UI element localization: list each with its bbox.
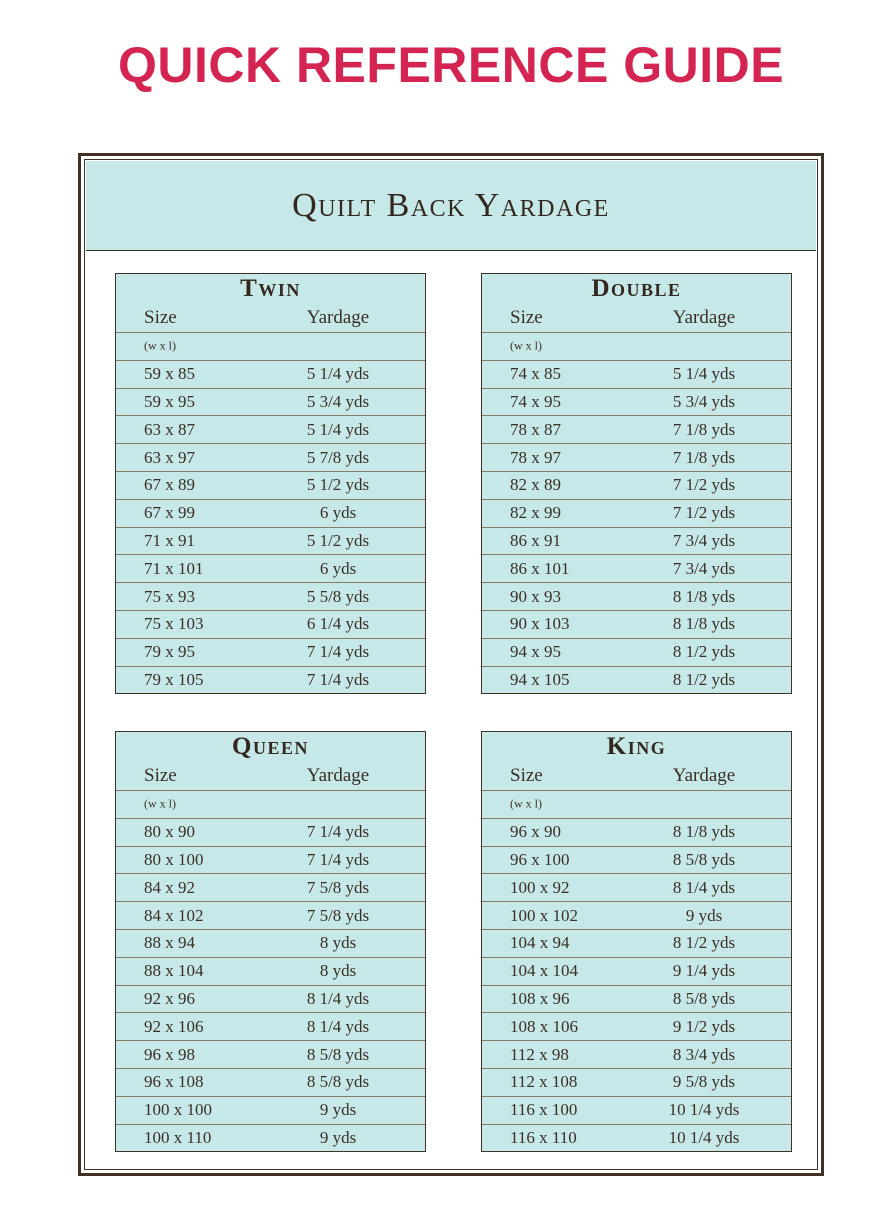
table-row xyxy=(116,957,425,985)
table-row xyxy=(482,957,791,985)
yardage-cell: 8 1/8 yds xyxy=(672,614,736,634)
size-cell: 90 x 103 xyxy=(510,614,570,634)
yardage-cell: 6 yds xyxy=(319,503,357,523)
table-row xyxy=(482,985,791,1013)
size-cell: 63 x 87 xyxy=(144,419,195,439)
size-cell: 78 x 97 xyxy=(510,447,561,467)
table-row xyxy=(116,901,425,929)
table-row xyxy=(116,471,425,499)
yardage-cell: 10 1/4 yds xyxy=(668,1100,740,1120)
size-cell: 100 x 92 xyxy=(510,877,570,897)
yardage-cell: 9 5/8 yds xyxy=(672,1072,736,1092)
table-row xyxy=(482,471,791,499)
table-row xyxy=(116,985,425,1013)
size-cell: 100 x 100 xyxy=(144,1100,212,1120)
table-header-row xyxy=(482,761,791,790)
table-row xyxy=(482,666,791,694)
yardage-cell: 8 1/2 yds xyxy=(672,642,736,662)
yardage-cell: 6 1/4 yds xyxy=(306,614,370,634)
yardage-cell: 7 1/4 yds xyxy=(306,642,370,662)
size-cell: 94 x 105 xyxy=(510,669,570,689)
king-table-title: King xyxy=(606,733,667,760)
size-cell: 75 x 93 xyxy=(144,586,195,606)
table-header-row xyxy=(482,303,791,332)
size-cell: 67 x 89 xyxy=(144,475,195,495)
size-cell: 84 x 102 xyxy=(144,905,204,925)
table-row xyxy=(116,818,425,846)
yardage-cell: 7 3/4 yds xyxy=(672,530,736,550)
yardage-cell: 7 1/4 yds xyxy=(306,822,370,842)
yardage-cell: 9 yds xyxy=(685,905,723,925)
units-row xyxy=(482,332,791,360)
yardage-column-header: Yardage xyxy=(672,764,736,786)
units-note: (w x l) xyxy=(510,338,542,353)
yardage-cell: 8 1/4 yds xyxy=(672,877,736,897)
table-row xyxy=(116,415,425,443)
yardage-cell: 8 5/8 yds xyxy=(672,988,736,1008)
yardage-cell: 5 7/8 yds xyxy=(306,447,370,467)
table-row xyxy=(116,388,425,416)
table-row xyxy=(116,360,425,388)
table-row xyxy=(482,1012,791,1040)
table-row xyxy=(116,929,425,957)
size-cell: 108 x 96 xyxy=(510,988,570,1008)
size-cell: 104 x 94 xyxy=(510,933,570,953)
table-row xyxy=(482,499,791,527)
size-cell: 82 x 89 xyxy=(510,475,561,495)
yardage-cell: 5 1/2 yds xyxy=(306,530,370,550)
size-cell: 94 x 95 xyxy=(510,642,561,662)
twin-table-title: Twin xyxy=(240,275,301,302)
units-note: (w x l) xyxy=(144,338,176,353)
size-cell: 112 x 98 xyxy=(510,1044,569,1064)
size-cell: 96 x 90 xyxy=(510,822,561,842)
size-column-header: Size xyxy=(510,764,543,786)
size-cell: 86 x 91 xyxy=(510,530,561,550)
size-cell: 63 x 97 xyxy=(144,447,195,467)
yardage-cell: 8 5/8 yds xyxy=(306,1044,370,1064)
yardage-cell: 7 3/4 yds xyxy=(672,558,736,578)
yardage-cell: 10 1/4 yds xyxy=(668,1127,740,1147)
size-cell: 88 x 104 xyxy=(144,961,204,981)
yardage-cell: 8 1/2 yds xyxy=(672,933,736,953)
yardage-cell: 7 5/8 yds xyxy=(306,905,370,925)
size-cell: 71 x 91 xyxy=(144,530,195,550)
size-cell: 88 x 94 xyxy=(144,933,195,953)
yardage-cell: 5 1/2 yds xyxy=(306,475,370,495)
table-row xyxy=(482,1096,791,1124)
yardage-cell: 7 1/2 yds xyxy=(672,503,736,523)
twin-table xyxy=(115,273,426,694)
yardage-cell: 6 yds xyxy=(319,558,357,578)
yardage-cell: 5 1/4 yds xyxy=(306,419,370,439)
size-cell: 71 x 101 xyxy=(144,558,204,578)
size-cell: 75 x 103 xyxy=(144,614,204,634)
size-cell: 100 x 102 xyxy=(510,905,578,925)
yardage-cell: 8 5/8 yds xyxy=(306,1072,370,1092)
yardage-cell: 8 3/4 yds xyxy=(672,1044,736,1064)
table-row xyxy=(116,554,425,582)
size-cell: 67 x 99 xyxy=(144,503,195,523)
units-row xyxy=(116,790,425,818)
queen-table-title: Queen xyxy=(232,733,309,760)
size-cell: 92 x 96 xyxy=(144,988,195,1008)
table-row xyxy=(482,1124,791,1152)
size-cell: 78 x 87 xyxy=(510,419,561,439)
yardage-cell: 8 1/2 yds xyxy=(672,669,736,689)
table-row xyxy=(482,360,791,388)
yardage-cell: 7 1/2 yds xyxy=(672,475,736,495)
table-row xyxy=(116,610,425,638)
table-row xyxy=(482,818,791,846)
table-row xyxy=(482,1068,791,1096)
units-note: (w x l) xyxy=(510,796,542,811)
yardage-column-header: Yardage xyxy=(306,306,370,328)
queen-table xyxy=(115,731,426,1152)
yardage-column-header: Yardage xyxy=(306,764,370,786)
yardage-cell: 8 1/4 yds xyxy=(306,988,370,1008)
double-table-title: Double xyxy=(591,275,682,302)
size-column-header: Size xyxy=(510,306,543,328)
table-row xyxy=(116,846,425,874)
yardage-cell: 7 1/4 yds xyxy=(306,849,370,869)
table-row xyxy=(116,527,425,555)
size-cell: 84 x 92 xyxy=(144,877,195,897)
yardage-cell: 5 5/8 yds xyxy=(306,586,370,606)
size-cell: 116 x 110 xyxy=(510,1127,577,1147)
card-title: Quilt Back Yardage xyxy=(292,186,610,224)
size-cell: 92 x 106 xyxy=(144,1016,204,1036)
size-cell: 79 x 105 xyxy=(144,669,204,689)
table-row xyxy=(116,873,425,901)
yardage-cell: 9 yds xyxy=(319,1127,357,1147)
table-row xyxy=(116,499,425,527)
table-row xyxy=(116,1012,425,1040)
yardage-cell: 9 1/4 yds xyxy=(672,961,736,981)
king-table xyxy=(481,731,792,1152)
table-row xyxy=(482,415,791,443)
yardage-cell: 8 yds xyxy=(319,933,357,953)
table-row xyxy=(116,1124,425,1152)
yardage-cell: 7 5/8 yds xyxy=(306,877,370,897)
size-cell: 104 x 104 xyxy=(510,961,578,981)
double-table xyxy=(481,273,792,694)
table-row xyxy=(482,1040,791,1068)
yardage-cell: 8 yds xyxy=(319,961,357,981)
table-row xyxy=(482,873,791,901)
yardage-cell: 7 1/8 yds xyxy=(672,447,736,467)
size-cell: 86 x 101 xyxy=(510,558,570,578)
table-row xyxy=(116,1068,425,1096)
yardage-cell: 9 1/2 yds xyxy=(672,1016,736,1036)
size-cell: 100 x 110 xyxy=(144,1127,212,1147)
size-cell: 112 x 108 xyxy=(510,1072,578,1092)
yardage-cell: 7 1/4 yds xyxy=(306,669,370,689)
units-note: (w x l) xyxy=(144,796,176,811)
table-header-row xyxy=(116,303,425,332)
table-row xyxy=(482,846,791,874)
units-row xyxy=(116,332,425,360)
size-cell: 96 x 100 xyxy=(510,849,570,869)
table-row xyxy=(482,554,791,582)
size-cell: 80 x 90 xyxy=(144,822,195,842)
table-row xyxy=(116,582,425,610)
yardage-cell: 5 3/4 yds xyxy=(672,391,736,411)
table-row xyxy=(482,527,791,555)
yardage-cell: 8 1/4 yds xyxy=(306,1016,370,1036)
yardage-column-header: Yardage xyxy=(672,306,736,328)
table-row xyxy=(482,929,791,957)
table-row xyxy=(482,443,791,471)
size-cell: 90 x 93 xyxy=(510,586,561,606)
size-column-header: Size xyxy=(144,764,177,786)
yardage-cell: 8 5/8 yds xyxy=(672,849,736,869)
table-row xyxy=(116,1040,425,1068)
yardage-cell: 5 1/4 yds xyxy=(672,364,736,384)
size-column-header: Size xyxy=(144,306,177,328)
table-row xyxy=(482,638,791,666)
table-row xyxy=(482,901,791,929)
yardage-cell: 7 1/8 yds xyxy=(672,419,736,439)
page-title: QUICK REFERENCE GUIDE xyxy=(117,37,785,93)
size-cell: 96 x 108 xyxy=(144,1072,204,1092)
yardage-cell: 8 1/8 yds xyxy=(672,586,736,606)
table-row xyxy=(482,610,791,638)
table-row xyxy=(116,638,425,666)
size-cell: 59 x 95 xyxy=(144,391,195,411)
size-cell: 108 x 106 xyxy=(510,1016,578,1036)
size-cell: 74 x 85 xyxy=(510,364,561,384)
yardage-cell: 9 yds xyxy=(319,1100,357,1120)
card-header xyxy=(86,161,816,251)
table-row xyxy=(482,582,791,610)
table-row xyxy=(116,443,425,471)
size-cell: 80 x 100 xyxy=(144,849,204,869)
yardage-cell: 8 1/8 yds xyxy=(672,822,736,842)
size-cell: 116 x 100 xyxy=(510,1100,578,1120)
table-header-row xyxy=(116,761,425,790)
size-cell: 74 x 95 xyxy=(510,391,561,411)
table-row xyxy=(116,1096,425,1124)
table-row xyxy=(116,666,425,694)
size-cell: 79 x 95 xyxy=(144,642,195,662)
size-cell: 59 x 85 xyxy=(144,364,195,384)
size-cell: 82 x 99 xyxy=(510,503,561,523)
size-cell: 96 x 98 xyxy=(144,1044,195,1064)
units-row xyxy=(482,790,791,818)
yardage-cell: 5 3/4 yds xyxy=(306,391,370,411)
yardage-cell: 5 1/4 yds xyxy=(306,364,370,384)
table-row xyxy=(482,388,791,416)
